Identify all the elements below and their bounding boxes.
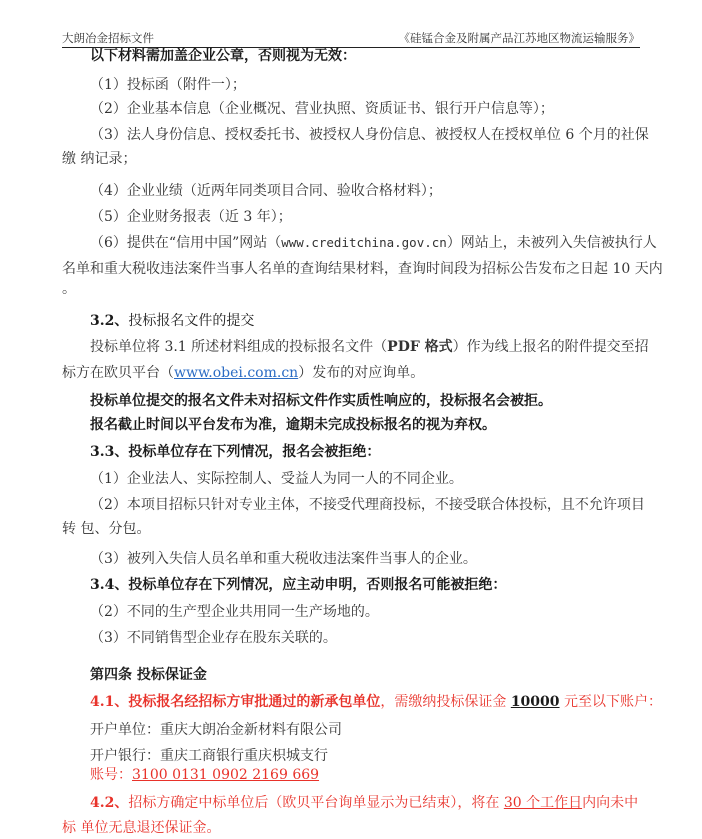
header-right: 《硅锰合金及附属产品江苏地区物流运输服务》	[398, 31, 640, 45]
header-left: 大朗冶金招标文件	[62, 31, 154, 45]
clause-4-2-text: 招标方确定中标单位后（欧贝平台询单显示为已结束），将在	[128, 795, 504, 811]
para-prefix: 标方在欧贝平台（	[62, 365, 174, 381]
section-3-4-item-3: （3）不同销售型企业存在股东关联的。	[90, 630, 337, 646]
materials-item-3-line1: （3）法人身份信息、授权委托书、被授权人身份信息、被授权人在授权单位 6 个月的社保	[90, 127, 649, 143]
refund-days: 30 个工作日	[503, 795, 583, 811]
clause-4-1-bold: 投标报名经招标方审批通过的新承包单位	[128, 694, 381, 710]
materials-item-6-line2: 名单和重大税收违法案件当事人名单的查询结果材料，查询时间段为招标公告发布之日起 10 天内	[62, 261, 663, 277]
page-header	[62, 30, 640, 48]
clause-4-1-number: 4.1、	[90, 694, 129, 710]
item6-suffix: ）网站上，未被列入失信被执行人	[446, 235, 657, 251]
account-unit: 开户单位：重庆大朗冶金新材料有限公司	[90, 722, 342, 738]
section-3-3-item-1: （1）企业法人、实际控制人、受益人为同一人的不同企业。	[90, 471, 463, 487]
clause-4-2-suffix: 内向未中	[582, 795, 639, 811]
para-prefix: 投标单位将 3.1 所述材料组成的投标报名文件（	[90, 339, 388, 355]
section-3-2-title: 投标报名文件的提交	[128, 313, 255, 329]
materials-heading: 以下材料需加盖企业公章，否则视为无效：	[90, 48, 356, 64]
account-bank: 开户银行：重庆工商银行重庆枳城支行	[90, 748, 328, 764]
section-3-2-para-line1	[90, 338, 649, 356]
materials-item-2: （2）企业基本信息（企业概况、营业执照、资质证书、银行开户信息等）；	[90, 101, 554, 117]
deposit-amount: 10000	[510, 694, 560, 710]
obei-link[interactable]: www.obei.com.cn	[174, 365, 299, 381]
section-3-3-item-2-line1: （2）本项目招标只针对专业主体，不接受代理商投标，不接受联合体投标，且不允许项目	[90, 497, 645, 513]
section-3-3-item-3: （3）被列入失信人员名单和重大税收违法案件当事人的企业。	[90, 551, 477, 567]
clause-4-2-number: 4.2、	[90, 795, 129, 811]
section-3-2-bold-note-1: 投标单位提交的报名文件未对招标文件作实质性响应的，投标报名会被拒。	[90, 393, 552, 409]
section-3-4-item-2: （2）不同的生产型企业共用同一生产场地的。	[90, 604, 379, 620]
section-3-3-item-2-line2: 转 包、分包。	[62, 521, 151, 537]
materials-item-3-line2: 缴 纳记录；	[62, 151, 137, 167]
account-number	[90, 766, 319, 784]
article-4-2-line1	[90, 794, 638, 812]
section-3-2-number: 3.2、	[90, 313, 129, 329]
section-3-2-heading	[90, 312, 254, 330]
section-3-4-heading: 3.4、投标单位存在下列情况，应主动申明，否则报名可能被拒绝：	[90, 577, 507, 593]
clause-4-1-text: ，需缴纳投标保证金	[380, 694, 511, 710]
account-number-label: 账号：	[90, 767, 132, 783]
para-suffix: ）发布的对应询单。	[298, 365, 425, 381]
materials-item-6-line1	[90, 234, 657, 252]
para-suffix: ）作为线上报名的附件提交至招	[452, 339, 649, 355]
section-3-2-para-line2	[62, 364, 424, 382]
section-3-2-bold-note-2: 报名截止时间以平台发布为准，逾期未完成投标报名的视为弃权。	[90, 417, 496, 433]
pdf-format-label: PDF 格式	[387, 339, 453, 355]
creditchina-url: www.creditchina.gov.cn	[281, 235, 447, 250]
materials-item-4: （4）企业业绩（近两年同类项目合同、验收合格材料）；	[90, 183, 442, 199]
section-3-3-heading: 3.3、投标单位存在下列情况，报名会被拒绝：	[90, 444, 381, 460]
article-4-2-line2: 标 单位无息退还保证金。	[62, 820, 221, 836]
materials-item-1: （1）投标函（附件一）；	[90, 77, 246, 93]
item6-prefix: （6）提供在“信用中国”网站（	[90, 235, 282, 251]
account-number-value: 3100 0131 0902 2169 669	[132, 767, 320, 783]
materials-item-6-line3: 。	[62, 281, 76, 297]
clause-4-1-end: 元至以下账户：	[559, 694, 662, 710]
materials-item-5: （5）企业财务报表（近 3 年）；	[90, 209, 292, 225]
article-4-1	[90, 693, 662, 711]
article-4-title: 第四条 投标保证金	[90, 667, 207, 683]
